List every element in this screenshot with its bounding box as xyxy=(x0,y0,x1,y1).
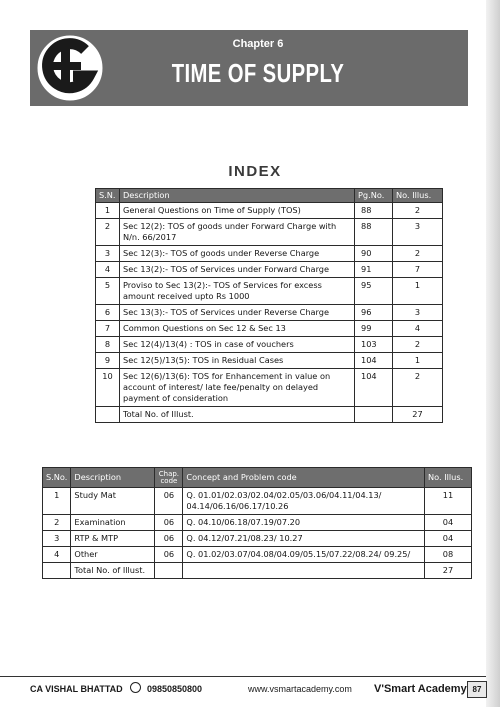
row-description: Sec 13(3):- TOS of Services under Reverse Charge xyxy=(120,305,355,321)
blank-cell xyxy=(183,563,425,579)
row-sn: 9 xyxy=(96,353,120,369)
index-row xyxy=(96,203,443,219)
total-label: Total No. of Illust. xyxy=(71,563,155,579)
row-description: Sec 12(6)/13(6): TOS for Enhancement in value on account of interest/ late fee/penalty on delayed payment of consideration xyxy=(120,369,355,407)
row-page: 88 xyxy=(355,203,393,219)
row-page: 103 xyxy=(355,337,393,353)
row-chap-code: 06 xyxy=(155,547,183,563)
row-illus: 2 xyxy=(393,203,443,219)
row-page: 88 xyxy=(355,219,393,246)
col-concept-codes: Concept and Problem code xyxy=(183,468,425,488)
blank-cell xyxy=(355,407,393,423)
concept-total-row xyxy=(43,563,472,579)
row-sn: 4 xyxy=(96,262,120,278)
row-page: 90 xyxy=(355,246,393,262)
row-concept-codes: Q. 04.12/07.21/08.23/ 10.27 xyxy=(183,531,425,547)
index-row xyxy=(96,305,443,321)
row-description: Proviso to Sec 13(2):- TOS of Services for excess amount received upto Rs 1000 xyxy=(120,278,355,305)
row-sn: 10 xyxy=(96,369,120,407)
row-description: Sec 12(5)/13(5): TOS in Residual Cases xyxy=(120,353,355,369)
row-illus: 4 xyxy=(393,321,443,337)
row-illus: 2 xyxy=(393,369,443,407)
col-description: Description xyxy=(71,468,155,488)
row-sn: 1 xyxy=(96,203,120,219)
row-illus: 3 xyxy=(393,219,443,246)
index-row xyxy=(96,246,443,262)
row-sn: 3 xyxy=(96,246,120,262)
concept-header-row xyxy=(43,468,472,488)
index-row xyxy=(96,337,443,353)
index-table xyxy=(95,188,443,423)
index-row xyxy=(96,321,443,337)
col-illus: No. Illus. xyxy=(425,468,472,488)
footer-brand: V'Smart Academy xyxy=(374,683,467,695)
total-value: 27 xyxy=(425,563,472,579)
col-sn: S.N. xyxy=(96,189,120,203)
index-row xyxy=(96,262,443,278)
footer-divider xyxy=(0,676,486,677)
index-row xyxy=(96,278,443,305)
row-page: 96 xyxy=(355,305,393,321)
blank-cell xyxy=(155,563,183,579)
row-sn: 2 xyxy=(96,219,120,246)
row-illus: 1 xyxy=(393,353,443,369)
concept-row xyxy=(43,488,472,515)
row-sn: 6 xyxy=(96,305,120,321)
row-chap-code: 06 xyxy=(155,488,183,515)
index-row xyxy=(96,219,443,246)
row-illus: 2 xyxy=(393,246,443,262)
row-page: 99 xyxy=(355,321,393,337)
row-description: Sec 12(4)/13(4) : TOS in case of vouchers xyxy=(120,337,355,353)
concept-row xyxy=(43,547,472,563)
row-concept-codes: Q. 01.01/02.03/02.04/02.05/03.06/04.11/04.13/ 04.14/06.16/06.17/10.26 xyxy=(183,488,425,515)
footer-author: CA VISHAL BHATTAD xyxy=(30,684,123,694)
row-sno: 1 xyxy=(43,488,71,515)
row-description: Sec 12(3):- TOS of goods under Reverse Charge xyxy=(120,246,355,262)
blank-cell xyxy=(43,563,71,579)
col-page: Pg.No. xyxy=(355,189,393,203)
footer-website: www.vsmartacademy.com xyxy=(248,684,352,694)
index-row xyxy=(96,353,443,369)
index-header-row xyxy=(96,189,443,203)
row-illus: 04 xyxy=(425,531,472,547)
row-description: Examination xyxy=(71,515,155,531)
page-edge xyxy=(486,0,500,707)
row-concept-codes: Q. 01.02/03.07/04.08/04.09/05.15/07.22/08.24/ 09.25/ xyxy=(183,547,425,563)
row-illus: 1 xyxy=(393,278,443,305)
footer-phone: 09850850800 xyxy=(147,684,203,694)
index-heading: INDEX xyxy=(228,163,282,180)
row-sn: 8 xyxy=(96,337,120,353)
row-sn: 7 xyxy=(96,321,120,337)
row-description: Common Questions on Sec 12 & Sec 13 xyxy=(120,321,355,337)
page-number: 87 xyxy=(467,681,487,698)
row-description: General Questions on Time of Supply (TOS) xyxy=(120,203,355,219)
total-label: Total No. of Illust. xyxy=(120,407,355,423)
total-value: 27 xyxy=(393,407,443,423)
row-sno: 4 xyxy=(43,547,71,563)
chapter-number: Chapter 6 xyxy=(232,38,284,50)
row-illus: 04 xyxy=(425,515,472,531)
row-description: RTP & MTP xyxy=(71,531,155,547)
concept-table xyxy=(42,467,472,579)
row-sno: 3 xyxy=(43,531,71,547)
row-page: 104 xyxy=(355,353,393,369)
col-illus: No. Illus. xyxy=(393,189,443,203)
row-page: 91 xyxy=(355,262,393,278)
row-page: 95 xyxy=(355,278,393,305)
row-sn: 5 xyxy=(96,278,120,305)
row-chap-code: 06 xyxy=(155,515,183,531)
col-sno: S.No. xyxy=(43,468,71,488)
row-concept-codes: Q. 04.10/06.18/07.19/07.20 xyxy=(183,515,425,531)
row-description: Study Mat xyxy=(71,488,155,515)
row-page: 104 xyxy=(355,369,393,407)
whatsapp-icon xyxy=(130,682,141,693)
row-illus: 3 xyxy=(393,305,443,321)
col-description: Description xyxy=(120,189,355,203)
row-sno: 2 xyxy=(43,515,71,531)
index-row xyxy=(96,369,443,407)
row-illus: 08 xyxy=(425,547,472,563)
row-illus: 11 xyxy=(425,488,472,515)
concept-row xyxy=(43,531,472,547)
concept-row xyxy=(43,515,472,531)
chapter-title: TIME OF SUPPLY xyxy=(171,58,345,88)
row-description: Sec 13(2):- TOS of Services under Forward Charge xyxy=(120,262,355,278)
row-illus: 7 xyxy=(393,262,443,278)
brand-logo-icon xyxy=(33,28,107,108)
row-description: Other xyxy=(71,547,155,563)
row-description: Sec 12(2): TOS of goods under Forward Charge with N/n. 66/2017 xyxy=(120,219,355,246)
row-illus: 2 xyxy=(393,337,443,353)
col-chap-code: Chap. code xyxy=(155,468,183,488)
row-chap-code: 06 xyxy=(155,531,183,547)
index-total-row xyxy=(96,407,443,423)
blank-cell xyxy=(96,407,120,423)
